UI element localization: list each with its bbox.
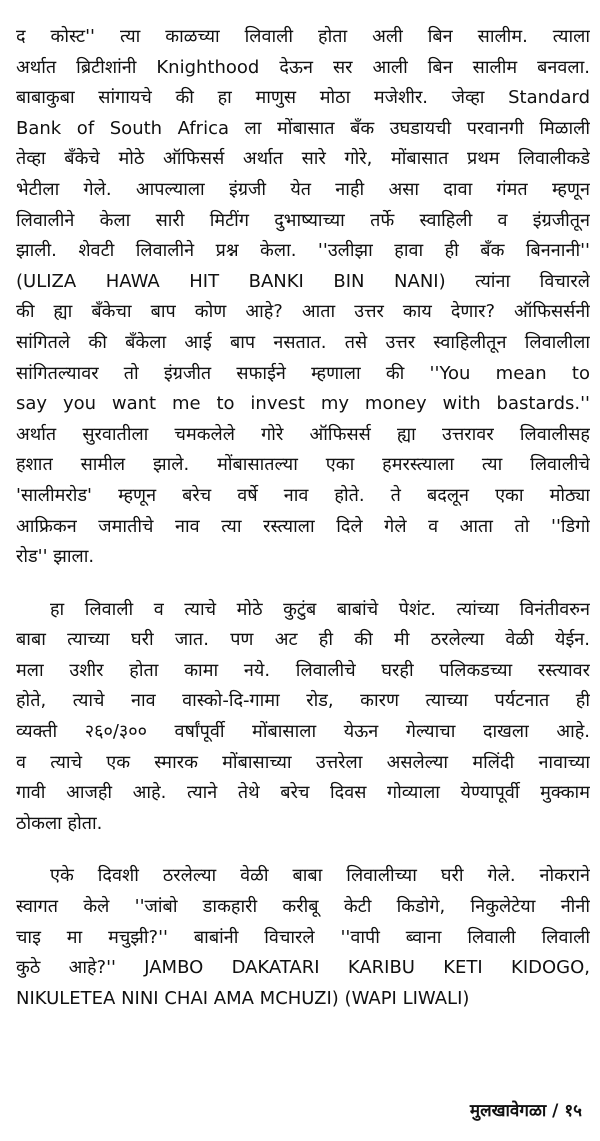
book-page (16, 22, 590, 1014)
text-line: सांगितल्यावर तो इंग्रजीत सफाईने म्हणाला की ''You mean to (16, 362, 590, 384)
text-line: बाबाकुबा सांगायचे की हा माणुस मोठा मजेशीर. जेव्हा Standard (16, 87, 590, 109)
text-line: NIKULETEA NINI CHAI AMA MCHUZI) (WAPI LIWALI) (16, 987, 470, 1009)
text-line: आफ्रिकन जमातीचे नाव त्या रस्त्याला दिले गेले व आता तो ''डिगो (16, 515, 590, 537)
text-line: कुठे आहे?'' JAMBO DAKATARI KARIBU KETI KIDOGO, (16, 957, 590, 979)
text-line: Bank of South Africa ला मोंबासात बँक उघडायची परवानगी मिळाली (16, 117, 590, 139)
text-line: एके दिवशी ठरलेल्या वेळी बाबा लिवालीच्या घरी गेले. नोकराने (50, 865, 590, 887)
text-line: स्वागत केले ''जांबो डाकहारी करीबू केटी किडोगे, निकुलेटेया नीनी (16, 896, 590, 918)
text-line: 'सालीमरोड' म्हणून बरेच वर्षे नाव होते. ते बदलून एका मोठ्या (16, 484, 590, 506)
text-line: रोड'' झाला. (16, 546, 95, 568)
text-line: होते, त्याचे नाव वास्को-दि-गामा रोड, कारण त्याच्या पर्यटनात ही (16, 690, 590, 712)
text-line: चाइ मा मचुझी?'' बाबांनी विचारले ''वापी ब्वाना लिवाली लिवाली (16, 926, 590, 948)
text-line: ठोकला होता. (16, 812, 103, 834)
text-line: say you want me to invest my money with bastards.'' (16, 393, 590, 415)
text-line: द कोस्ट'' त्या काळच्या लिवाली होता अली बिन सालीम. त्याला (16, 26, 590, 47)
text-line: हशात सामील झाले. मोंबासातल्या एका हमरस्त्याला त्या लिवालीचे (16, 454, 590, 476)
text-line: (ULIZA HAWA HIT BANKI BIN NANI) त्यांना विचारले (16, 270, 590, 292)
paragraph-3 (16, 861, 590, 1014)
paragraph-2 (16, 595, 590, 840)
text-line: लिवालीने केला सारी मिटींग दुभाष्याच्या तर्फे स्वाहिली व इंग्रजीतून (16, 209, 590, 231)
text-line: की ह्या बँकेचा बाप कोण आहे? आता उत्तर काय देणार? ऑफिसर्सनी (16, 301, 590, 323)
text-line: झाली. शेवटी लिवालीने प्रश्न केला. ''उलीझा हावा ही बँक बिननानी'' (16, 240, 590, 262)
text-line: व त्याचे एक स्मारक मोंबासाच्या उत्तरेला असलेल्या मलिंदी नावाच्या (16, 751, 590, 773)
text-line: हा लिवाली व त्याचे मोठे कुटुंब बाबांचे पेशंट. त्यांच्या विनंतीवरुन (50, 598, 590, 620)
text-line: बाबा त्याच्या घरी जात. पण अट ही की मी ठरलेल्या वेळी येईन. (16, 629, 590, 651)
text-line: गावी आजही आहे. त्याने तेथे बरेच दिवस गोव्याला येण्यापूर्वी मुक्काम (16, 782, 590, 804)
page-footer: मुलखावेगळा / १५ (469, 1101, 582, 1121)
text-line: मला उशीर होता कामा नये. लिवालीचे घरही पलिकडच्या रस्त्यावर (16, 659, 590, 681)
text-line: व्यक्ती २६०/३०० वर्षांपूर्वी मोंबासाला येऊन गेल्याचा दाखला आहे. (16, 721, 590, 743)
text-line: भेटीला गेले. आपल्याला इंग्रजी येत नाही असा दावा गंमत म्हणून (16, 178, 590, 200)
paragraph-1 (16, 22, 590, 573)
text-line: अर्थात ब्रिटीशांनी Knighthood देऊन सर आली बिन सालीम बनवला. (16, 56, 590, 78)
text-line: सांगितले की बँकेला आई बाप नसतात. तसे उत्तर स्वाहिलीतून लिवालीला (16, 331, 590, 353)
text-line: तेव्हा बँकेचे मोठे ऑफिसर्स अर्थात सारे गोरे, मोंबासात प्रथम लिवालीकडे (16, 148, 590, 170)
text-line: अर्थात सुरवातीला चमकलेले गोरे ऑफिसर्स ह्या उत्तरावर लिवालीसह (16, 423, 590, 445)
